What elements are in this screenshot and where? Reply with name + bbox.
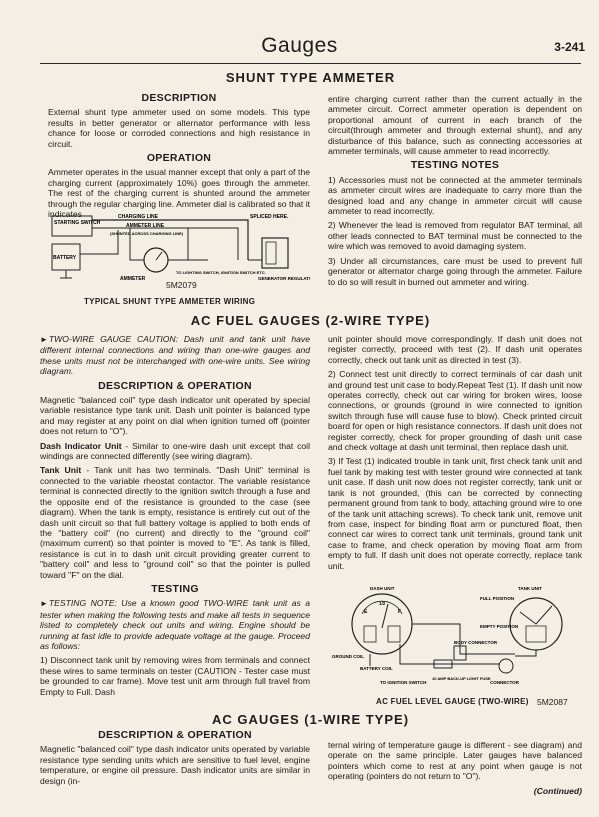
fuel-figure-caption: AC FUEL LEVEL GAUGE (TWO-WIRE): [376, 697, 529, 706]
fuel2-testing-heading: TESTING: [151, 582, 199, 595]
fuel2-left-column: [40, 334, 310, 701]
dash-indicator-unit-label: Dash Indicator Unit: [40, 440, 122, 451]
gauges1-right-column: [328, 740, 582, 796]
label-connector: CONNECTOR: [490, 680, 519, 685]
shunt-note-3: 3) Under all circumstances, care must be used to prevent full generator or alternator charge going through the ammeter. Failure to do so will result in burned out ammeter and wiring.: [328, 255, 582, 287]
label-generator-regulator: GENERATOR REGULATOR: [258, 276, 310, 281]
shunt-testing-heading: TESTING NOTES: [410, 159, 500, 172]
label-battery-coil: BATTERY COIL: [360, 666, 393, 671]
label-dash-unit: DASH UNIT: [370, 586, 395, 591]
label-shunted: (SHUNTED ACROSS CHARGING LINE): [110, 231, 184, 236]
shunt-operation-text: Ammeter operates in the usual manner except that only a part of the charging current (approximately 10%) goes through the ammeter. The rest of the charging current is shunted around the ammeter through the regular charging line. Ammeter dial is calibrated so that it indicates: [48, 167, 310, 220]
shunt-operation-heading: OPERATION: [146, 152, 212, 165]
shunt-figure-caption: TYPICAL SHUNT TYPE AMMETER WIRING: [84, 297, 256, 306]
gauges1-description-heading: DESCRIPTION & OPERATION: [98, 729, 252, 741]
tank-lead: [515, 650, 536, 656]
ammeter-needle: [156, 252, 162, 260]
label-empty-position: EMPTY POSITION: [480, 624, 519, 629]
page-title: Gauges: [261, 34, 338, 57]
gauges1-right-continuation: ternal wiring of temperature gauge is different - see diagram) and operate on the same principle. Later gauges have balanced pointers which come to rest at any point when gauge is not operating (pointers do not return to "O").: [328, 740, 582, 782]
label-ground-coil: GROUND COIL: [332, 654, 364, 659]
label-to-ignition-switch: TO IGNITION SWITCH: [380, 680, 427, 685]
fuel2-description-heading: DESCRIPTION & OPERATION: [98, 379, 252, 392]
label-full-position: FULL POSITION: [480, 596, 515, 601]
tank-unit-label: Tank Unit: [40, 465, 82, 476]
section-title-shunt-ammeter: SHUNT TYPE AMMETER: [225, 70, 396, 85]
fuel2-test-2: 2) Connect test unit directly to correct terminals of car dash unit and ground test unit case to body.Repeat Test (1). If dash unit now operates correctly, check out car wiring for broken wires, loose connections, or grounds (ground in wire connected to ignition switch through fuse will cause fuse to blow). Check printed circuit board for open or high resistance connectors. If dash unit does not register correctly, check for proper grounding of dash unit case and check voltage at dash unit terminal, then replace dash unit.: [328, 369, 582, 453]
label-charging-line: CHARGING LINE: [118, 214, 158, 220]
fuel2-right-column: [328, 334, 582, 575]
fuel2-description-text: Magnetic "balanced coil" type dash indicator unit operated by special variable resistance type tank unit. Dash unit pointer is balanced type and may register at any point on dial when ignition turned off (pointer does not return to "O").: [40, 395, 310, 437]
dash-pointer: [382, 604, 388, 628]
shunt-left-column: [48, 90, 310, 223]
section-title-ac-gauges-1-wire: AC GAUGES (1-WIRE TYPE): [211, 712, 410, 727]
gauges1-left-column: [40, 727, 310, 790]
fuel2-test-1: 1) Disconnect tank unit by removing wires from terminals and connect these wires to same terminals on tester (CAUTION - Tester case must be grounded to car frame). Move test unit arm through full travel from Empty to Full. Dash: [40, 655, 310, 697]
tank-unit-text: - Tank unit has two terminals. "Dash Unit" terminal is connected to the variable rheostat contactor. The variable resistance terminal is connected directly to the ignition switch through a fuse and the opposite end of the resistance is grounded to the case (see diagram). When the tank is empty, resistance is entirely cut out of the dash unit circuit so that full battery voltage is applied to both ends of the "battery coil" (no current) and directly to the "ground coil" (maximum current) so that pointer is moved to "E". As tank is filled, resistance is cut in to dash unit circuit providing greater current to "battery coil" and less to "ground coil" so that the pointer is pulled toward "F" on the dial.: [40, 465, 310, 580]
shunt-figure-number: 5M2079: [166, 280, 197, 290]
label-starting-switch: STARTING SWITCH: [54, 220, 101, 226]
fuel2-caution: TWO-WIRE GAUGE CAUTION: Dash unit and tank unit have different internal connections and wiring than one-wire gauges and these units must not be interchanged with one-wire units. See wiring diagram.: [40, 334, 310, 377]
dial-mark-half: 1/2: [379, 601, 386, 606]
fuel-gauge-wiring-diagram: [330, 584, 582, 696]
dial-mark-f: F: [398, 609, 402, 615]
regulator-inner-shape: [266, 242, 276, 264]
shunt-description-heading: DESCRIPTION: [141, 92, 217, 104]
fuel2-test-3: 3) If Test (1) indicated trouble in tank unit, first check tank unit and fuel tank by making test with tester ground wire connected at tank unit case. If dash unit now does not register correctly, tank unit or tank is not grounded, (this can be corrected by connecting permanent ground from tank to body, attaching ground wire to one of the tank unit attaching screws). To check tank unit, remove unit from case, inspect for binding float arm or punctured float, then connect car wires to correct tank unit terminals, ground tank unit case to frame, and check operation by moving float arm from empty to full. If dash unit does not operate correctly, replace tank unit.: [328, 456, 582, 571]
ground-coil-shape: [364, 626, 376, 642]
dial-mark-e: E: [364, 609, 368, 615]
fuel-figure-number: 5M2087: [537, 697, 568, 707]
header-rule: [40, 63, 581, 64]
starting-switch-shape: [52, 216, 92, 236]
section-title-ac-fuel-gauges-2-wire: AC FUEL GAUGES (2-WIRE TYPE): [190, 313, 431, 328]
tank-rheostat: [526, 626, 546, 642]
fuel2-right-continuation: unit pointer should move correspondingly. If dash unit does not register correctly, proceed with test (2). If dash unit operates correctly, check out tank unit as directed in test (3).: [328, 334, 582, 365]
shunt-note-1: 1) Accessories must not be connected at the ammeter terminals as ammeter circuit wires are inadequate to carry more than the designed load and any change in ammeter circuit will cause ammeter to read incorrectly.: [328, 174, 582, 217]
tank-float-arms: [520, 606, 552, 624]
label-ammeter: AMMETER: [120, 276, 146, 282]
fuel2-testing-note: TESTING NOTE: Use a known good TWO-WIRE tank unit as a tester when making the following tests and make all tests in sequence listed to completely check out units and wiring. Engine should be running at fast idle to provide adequate voltage at the gauge. Proceed as follows:: [40, 598, 310, 651]
caution-arrow-icon: ►: [40, 335, 48, 344]
shunt-description-text: External shunt type ammeter used on some models. This type results in better generator or alternator performance with less chance for loose or corroded connections and high resistance in circuit.: [48, 107, 310, 149]
label-body-connector: BODY CONNECTOR: [454, 640, 498, 645]
label-ammeter-line: AMMETER LINE: [126, 223, 165, 229]
connector-shape: [499, 659, 513, 673]
continued-label: (Continued): [533, 785, 582, 796]
dash-indicator-unit-text: - Similar to one-wire dash unit except that coil windings are connected differently (see wiring diagram).: [40, 440, 310, 462]
testing-arrow-icon: ►: [40, 599, 48, 609]
label-battery: BATTERY: [53, 255, 77, 261]
shunt-right-column: [328, 94, 582, 291]
label-fuse: 10 AMP BACK-UP LIGHT FUSE: [432, 676, 491, 681]
shunt-right-continuation: entire charging current rather than the current actually in the ammeter circuit. Correct ammeter operation is dependent on proportional amount of current in each branch of the circuit(through ammeter and through external shunt), and any disturbance of this balance, such as connecting accessories at ammeter terminals, will cause ammeter to read incorrectly.: [328, 94, 582, 157]
gauges1-description-text: Magnetic "balanced coil" type dash indicator units operated by variable resistance type sending units which are sensitive to fuel level, engine temperature, or engine oil pressure. Dash indicator units are similar in design (in-: [40, 744, 310, 786]
label-spliced: SPLICED HERE.: [250, 214, 289, 220]
label-tank-unit: TANK UNIT: [518, 586, 542, 591]
fuel-level-gauge-figure: [330, 584, 582, 696]
label-to-lighting: TO LIGHTING SWITCH, IGNITION SWITCH ETC.: [176, 270, 266, 275]
shunt-note-2: 2) Whenever the lead is removed from regulator BAT terminal, all other leads connected to BAT terminal must be connected to the wire which was removed to avoid damaging system.: [328, 220, 582, 252]
page-number: 3-241: [554, 40, 585, 54]
battery-coil-shape: [388, 626, 400, 642]
